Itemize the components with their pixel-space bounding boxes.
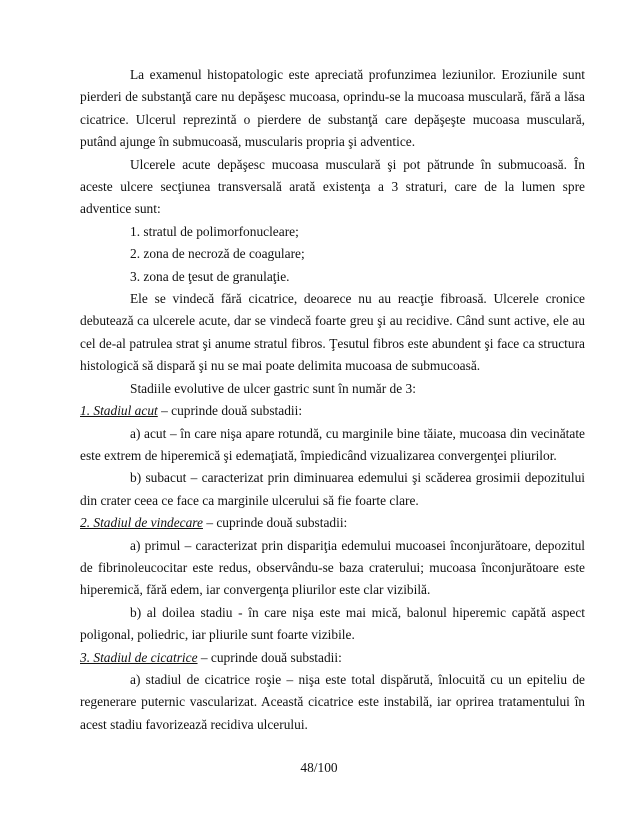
stage-description: – cuprinde două substadii:	[157, 403, 303, 419]
document-body	[80, 64, 585, 736]
paragraph-healing: Ele se vindecă fără cicatrice, deoarece nu au reacţie fibroasă. Ulcerele cronice debutează ca ulcerele acute, dar se vindecă foarte greu şi au recidive. Când sunt active, ele au cel de-al patrulea strat şi anume stratul fibros. Ţesutul fibros este abundent şi face ca structura histologică să dispară şi nu se mai poate delimita mucoasa de submucoasă.	[80, 291, 585, 374]
stage-title: 3. Stadiul de cicatrice	[80, 649, 198, 665]
stage-title: 1. Stadiul acut	[80, 403, 158, 419]
page-number: 48/100	[300, 760, 338, 775]
substage-item: b) subacut – caracterizat prin diminuarea edemului şi scăderea grosimii depozitului din crater ceea ce face ca marginile ulcerului să fie foarte clare.	[80, 470, 585, 508]
stage-title: 2. Stadiul de vindecare	[80, 515, 203, 531]
stage-heading	[80, 647, 585, 669]
list-item: 1. stratul de polimorfonucleare;	[130, 223, 299, 239]
paragraph-stages-intro: Stadiile evolutive de ulcer gastric sunt în număr de 3:	[130, 380, 416, 396]
stage-description: – cuprinde două substadii:	[197, 649, 342, 665]
substage-item: a) primul – caracterizat prin dispariţia edemului mucoasei înconjurătoare, depozitul de fibrinoleucocitar este redus, observându-se baza craterului; mucoasa înconjurătoare este hiperemică, fără edem, iar convergenţa pliurilor este clar vizibilă.	[80, 537, 585, 598]
substage-item: b) al doilea stadiu - în care nişa este mai mică, balonul hiperemic capătă aspect poligonal, poliedric, iar pliurile sunt foarte vizibile.	[80, 604, 585, 643]
substage-item: a) stadiul de cicatrice roşie – nişa este total dispărută, înlocuită cu un epiteliu de regenerare puternic vascularizat. Această cicatrice este instabilă, iar oprirea tratamentului în acest stadiu favorizează recidiva ulcerului.	[80, 671, 585, 732]
paragraph-acute-ulcers: Ulcerele acute depăşesc mucoasa musculară şi pot pătrunde în submucoasă. În aceste ulcere secţiunea transversală arată existenţa a 3 straturi, care de la lumen spre adventice sunt:	[80, 156, 585, 217]
stage-heading	[80, 400, 585, 422]
stage-heading	[80, 512, 585, 534]
paragraph-histopathology: La examenul histopatologic este apreciată profunzimea leziunilor. Eroziunile sunt pierderi de substanţă care nu depăşesc mucoasa, oprindu-se la mucoasa musculară, fără a lăsa cicatrice. Ulcerul reprezintă o pierdere de substanţă care depăşeşte mucoasa musculară, putând ajunge în submucoasă, muscularis propria şi adventice.	[80, 67, 585, 150]
list-item: 2. zona de necroză de coagulare;	[130, 246, 305, 262]
list-item: 3. zona de ţesut de granulaţie.	[130, 268, 290, 284]
substage-item: a) acut – în care nişa apare rotundă, cu marginile bine tăiate, mucoasa din vecinătate este extrem de hiperemică şi edemaţiată, împiedicând vizualizarea convergenţei pliurilor.	[80, 425, 585, 463]
stage-description: – cuprinde două substadii:	[202, 515, 348, 531]
